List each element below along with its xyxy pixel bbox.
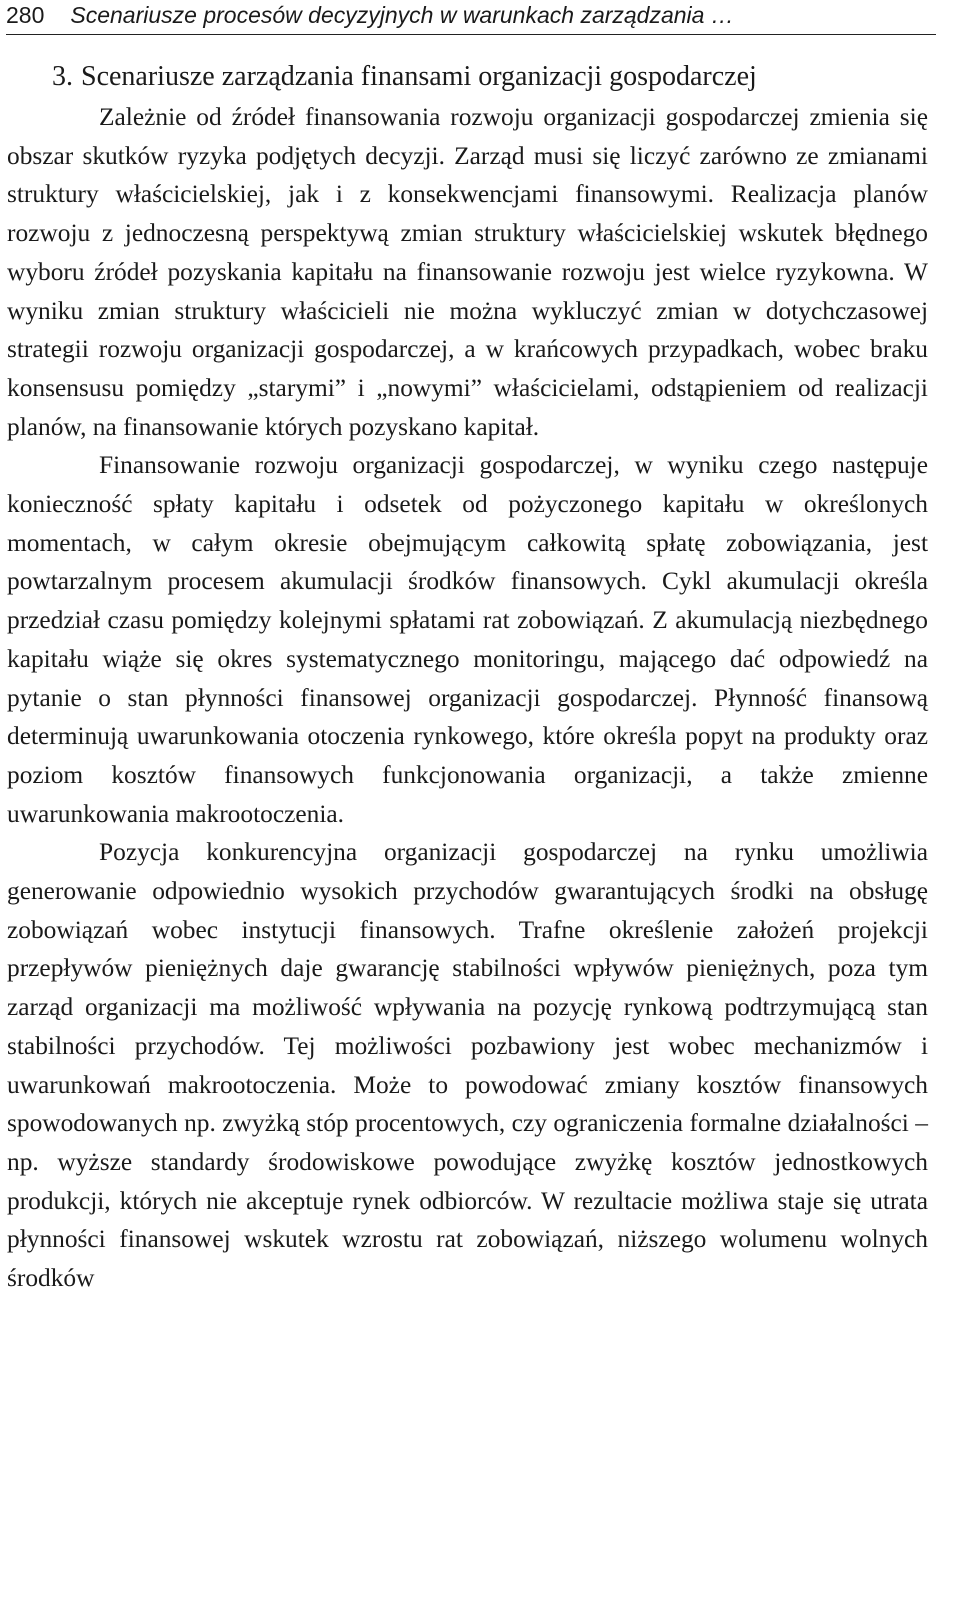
section-heading xyxy=(7,56,928,97)
section-title: Scenariusze zarządzania finansami organizacji gospodarczej xyxy=(81,61,757,92)
body-paragraph-3: Pozycja konkurencyjna organizacji gospodarczej na rynku umożliwia generowanie odpowiednio wysokich przychodów gwarantujących środki na obsługę zobowiązań wobec instytucji finansowych. Trafne określenie założeń projekcji przepływów pieniężnych daje gwarancję stabilności wpływów pieniężnych, poza tym zarząd organizacji ma możliwość wpływania na pozycję rynkową podtrzymującą stan stabilności przychodów. Tej możliwości pozbawiony jest wobec mechanizmów i uwarunkowań makrootoczenia. Może to powodować zmiany kosztów finansowych spowodowanych np. zwyżką stóp procentowych, czy ograniczenia formalne działalności – np. wyższe standardy środowiskowe powodujące zwyżkę kosztów jednostkowych produkcji, których nie akceptuje rynek odbiorców. W rezultacie możliwa staje się utrata płynności finansowej wskutek wzrostu rat zobowiązań, niższego wolumenu wolnych środków xyxy=(7,838,928,1293)
page-content xyxy=(7,56,928,1298)
section-number: 3. xyxy=(52,61,73,92)
body-paragraph-1: Zależnie od źródeł finansowania rozwoju organizacji gospodarczej zmienia się obszar skutków ryzyka podjętych decyzji. Zarząd musi się liczyć zarówno ze zmianami struktury właścicielskiej, jak i z konsekwencjami finansowymi. Realizacja planów rozwoju z jednoczesną perspektywą zmian struktury właścicielskiej wskutek błędnego wyboru źródeł pozyskania kapitału na finansowanie rozwoju jest wielce ryzykowna. W wyniku zmian struktury właścicieli nie można wykluczyć zmian w dotychczasowej strategii rozwoju organizacji gospodarczej, a w krańcowych przypadkach, wobec braku konsensusu pomiędzy „starymi” i „nowymi” właścicielami, odstąpieniem od realizacji planów, na finansowanie których pozyskano kapitał. xyxy=(7,103,928,441)
page-header xyxy=(6,0,936,35)
running-title: Scenariusze procesów decyzyjnych w warunkach zarządzania … xyxy=(70,2,734,28)
body-paragraph-2: Finansowanie rozwoju organizacji gospodarczej, w wyniku czego następuje konieczność spłaty kapitału i odsetek od pożyczonego kapitału w określonych momentach, w całym okresie obejmującym całkowitą spłatę zobowiązania, jest powtarzalnym procesem akumulacji środków finansowych. Cykl akumulacji określa przedział czasu pomiędzy kolejnymi spłatami rat zobowiązań. Z akumulacją niezbędnego kapitału wiąże się okres systematycznego monitoringu, mającego dać odpowiedź na pytanie o stan płynności finansowej organizacji gospodarczej. Płynność finansową determinują uwarunkowania otoczenia rynkowego, które określa popyt na produkty oraz poziom kosztów finansowych funkcjonowania organizacji, a także zmienne uwarunkowania makrootoczenia. xyxy=(7,451,928,828)
page-number: 280 xyxy=(6,2,45,28)
